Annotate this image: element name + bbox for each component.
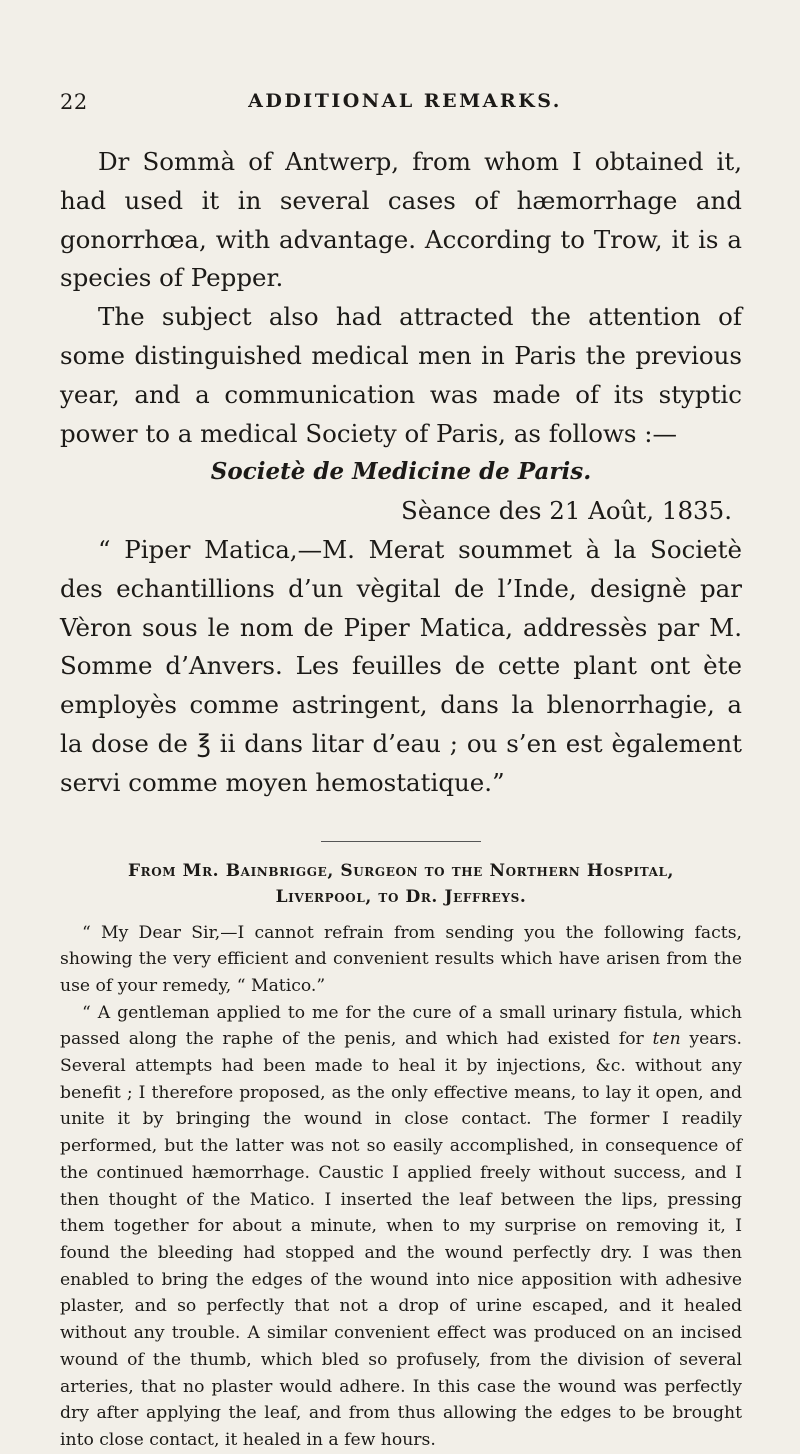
paragraph-paris-society: The subject also had attracted the attention of some distinguished medical men in Paris the previous year, and a communication was made of its styptic power to a medical Society of Paris, as follows :— (60, 302, 742, 448)
main-text (60, 143, 742, 1454)
paragraph-somma: Dr Sommà of Antwerp, from whom I obtained it, had used it in several cases of hæmorrhage and gonorrhœa, with advantage. According to Trow, it is a species of Pepper. (60, 147, 742, 293)
section-divider (321, 841, 481, 842)
letter-paragraph-2 (60, 1000, 742, 1454)
page-number: 22 (60, 90, 88, 114)
letter-para2-start: “ A gentleman applied to me for the cure of a small urinary fistula, which passed along the raphe of the penis, and which had existed for (60, 1002, 742, 1050)
society-title: Societè de Medicine de Paris. (210, 458, 592, 486)
letter-para2-end: years. Several attempts had been made to heal it by injections, &c. without any benefit ; I therefore proposed, as the only effective means, to lay it open, and unite it by bringing the wound in close contact. The former I readily performed, but the latter was not so easily accomplished, in consequence of the continued hæmorrhage. Caustic I applied freely without success, and I then thought of the Matico. I inserted the leaf between the lips, pressing them together for about a minute, when to my surprise on removing it, I found the bleeding had stopped and the wound perfectly dry. I was then enabled to bring the edges of the wound into nice apposition with adhesive plaster, and so perfectly that not a drop of urine escaped, and it healed without any trouble. A similar convenient effect was produced on an incised wound of the thumb, which bled so profusely, from the division of several arteries, that no plaster would adhere. In this case the wound was perfectly dry after applying the leaf, and from thus allowing the edges to be brought into close contact, it healed in a few hours. (60, 1029, 742, 1450)
seance-date: Sèance des 21 Août, 1835. (401, 496, 732, 526)
french-quote: “ Piper Matica,—M. Merat soummet à la Societè des echantillions d’un vègital de l’Inde, designè par Vèron sous le nom de Piper Matica, addressès par M. Somme d’Anvers. Les feuilles de cette plant ont ète employès comme astringent, dans la blenorrhagie, a la dose de ℥ ii dans litar d’eau ; ou s’en est ègalement servi comme moyen hemostatique.” (60, 534, 742, 797)
page-header (60, 90, 750, 120)
letter-heading-line-2: Liverpool, to Dr. Jeffreys. (275, 886, 527, 907)
running-head: ADDITIONAL REMARKS. (248, 90, 562, 112)
letter-paragraph-1: “ My Dear Sir,—I cannot refrain from sending you the following facts, showing the very efficient and convenient results which have arisen from the use of your remedy, “ Matico.” (60, 922, 742, 996)
letter-heading (60, 858, 742, 910)
letter-para2-emphasis: ten (652, 1029, 681, 1050)
letter-heading-line-1: From Mr. Bainbrigge, Surgeon to the Northern Hospital, (127, 860, 675, 881)
